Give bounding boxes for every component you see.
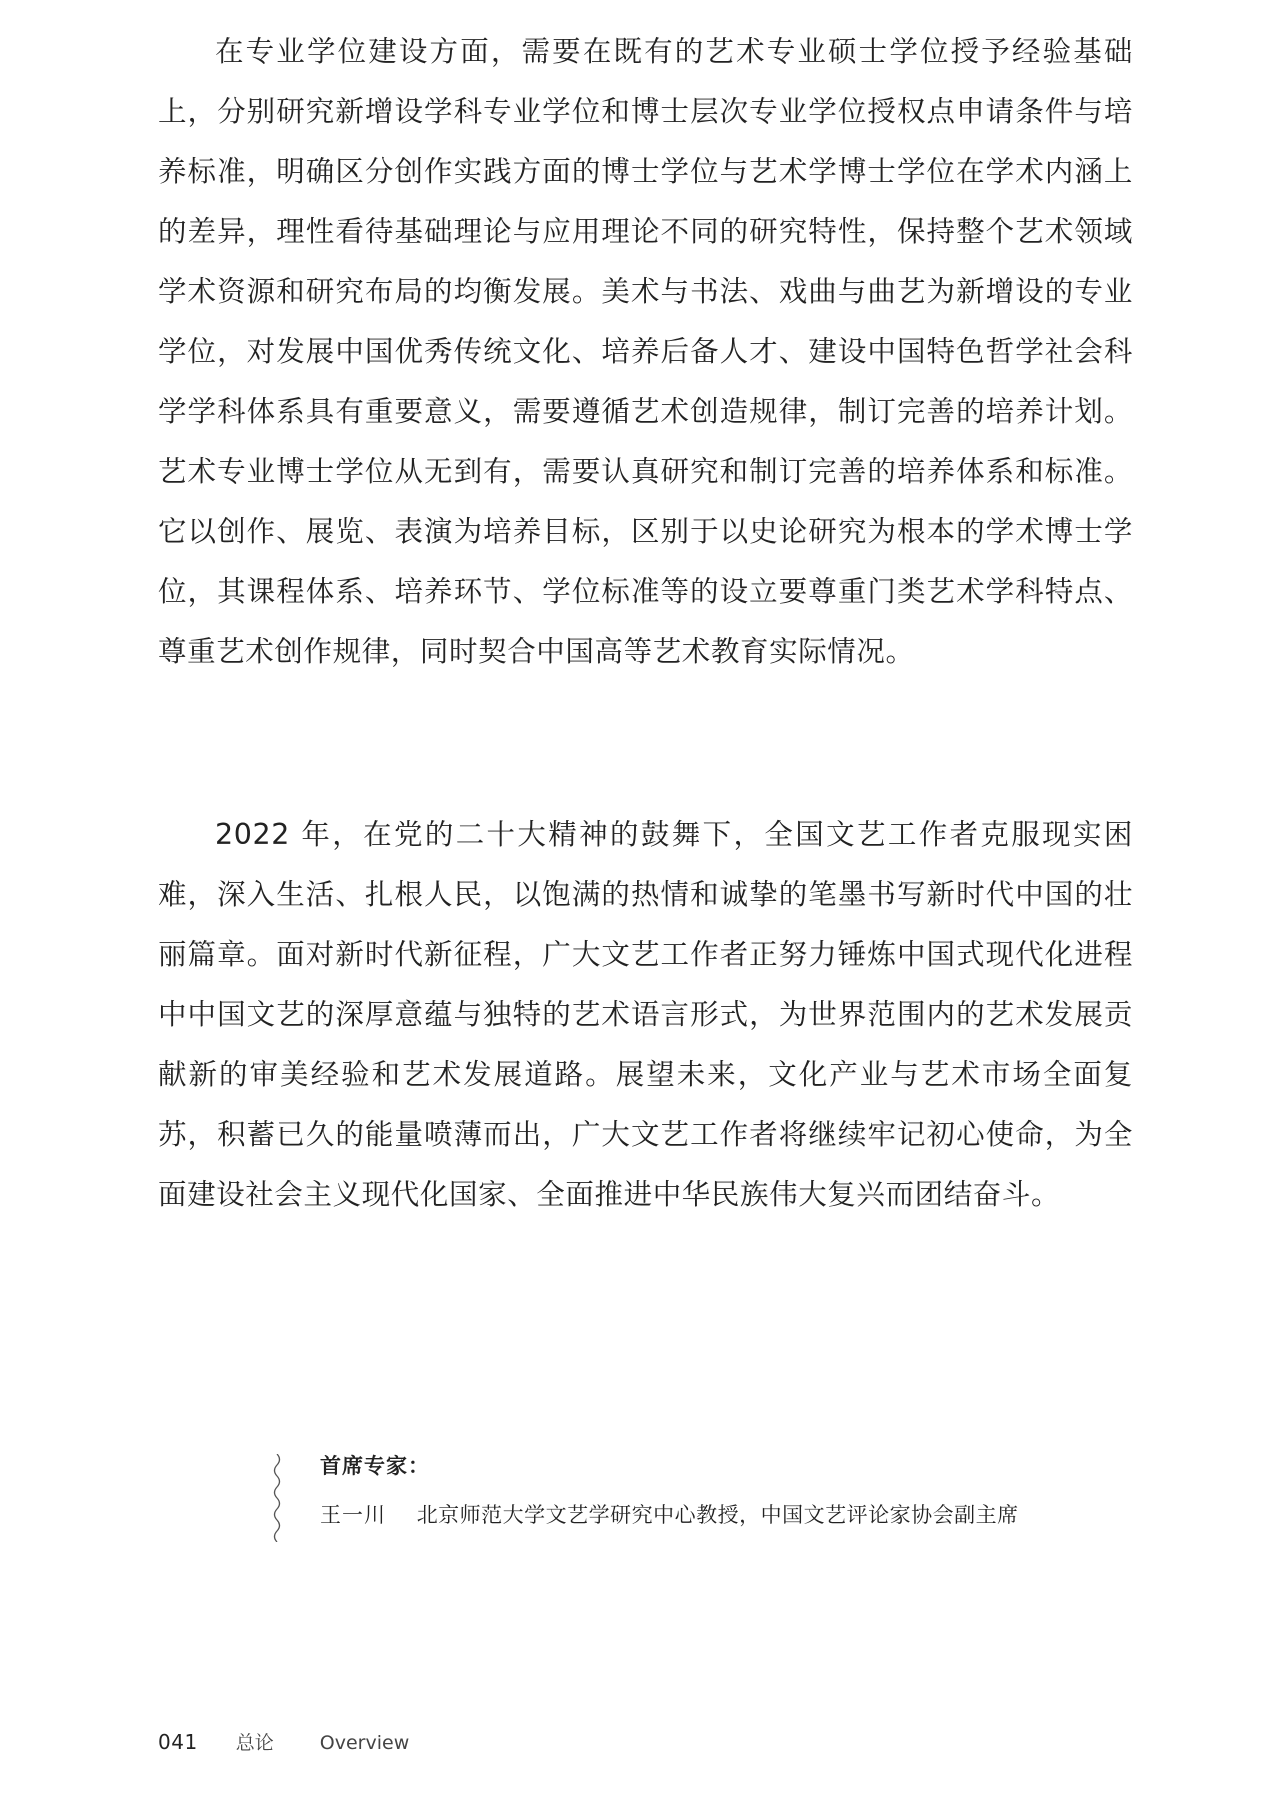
body-paragraph-1: 在专业学位建设方面，需要在既有的艺术专业硕士学位授予经验基础上，分别研究新增设学科专业学位和博士层次专业学位授权点申请条件与培养标准，明确区分创作实践方面的博士学位与艺术学博士学位在学术内涵上的差异，理性看待基础理论与应用理论不同的研究特性，保持整个艺术领域学术资源和研究布局的均衡发展。美术与书法、戏曲与曲艺为新增设的专业学位，对发展中国优秀传统文化、培养后备人才、建设中国特色哲学社会科学学科体系具有重要意义，需要遵循艺术创造规律，制订完善的培养计划。艺术专业博士学位从无到有，需要认真研究和制订完善的培养体系和标准。它以创作、展览、表演为培养目标，区别于以史论研究为根本的学术博士学位，其课程体系、培养环节、学位标准等的设立要尊重门类艺术学科特点、尊重艺术创作规律，同时契合中国高等艺术教育实际情况。 <box>158 35 1133 668</box>
expert-name: 王一川 <box>320 1503 386 1527</box>
wavy-divider-icon <box>270 1454 284 1542</box>
section-name-english: Overview <box>319 1732 410 1754</box>
section-name-chinese: 总论 <box>235 1732 274 1754</box>
expert-affiliation: 北京师范大学文艺学研究中心教授，中国文艺评论家协会副主席 <box>416 1503 1019 1527</box>
page-footer <box>158 1728 409 1758</box>
page-number: 041 <box>158 1730 198 1754</box>
expert-entry <box>320 1499 1019 1529</box>
chief-experts-heading: 首席专家： <box>320 1454 430 1478</box>
body-paragraph-2: 2022 年，在党的二十大精神的鼓舞下，全国文艺工作者克服现实困难，深入生活、扎根人民，以饱满的热情和诚挚的笔墨书写新时代中国的壮丽篇章。面对新时代新征程，广大文艺工作者正努力锤炼中国式现代化进程中中国文艺的深厚意蕴与独特的艺术语言形式，为世界范围内的艺术发展贡献新的审美经验和艺术发展道路。展望未来，文化产业与艺术市场全面复苏，积蓄已久的能量喷薄而出，广大文艺工作者将继续牢记初心使命，为全面建设社会主义现代化国家、全面推进中华民族伟大复兴而团结奋斗。 <box>158 818 1133 1211</box>
chief-experts-block <box>270 1450 1170 1550</box>
